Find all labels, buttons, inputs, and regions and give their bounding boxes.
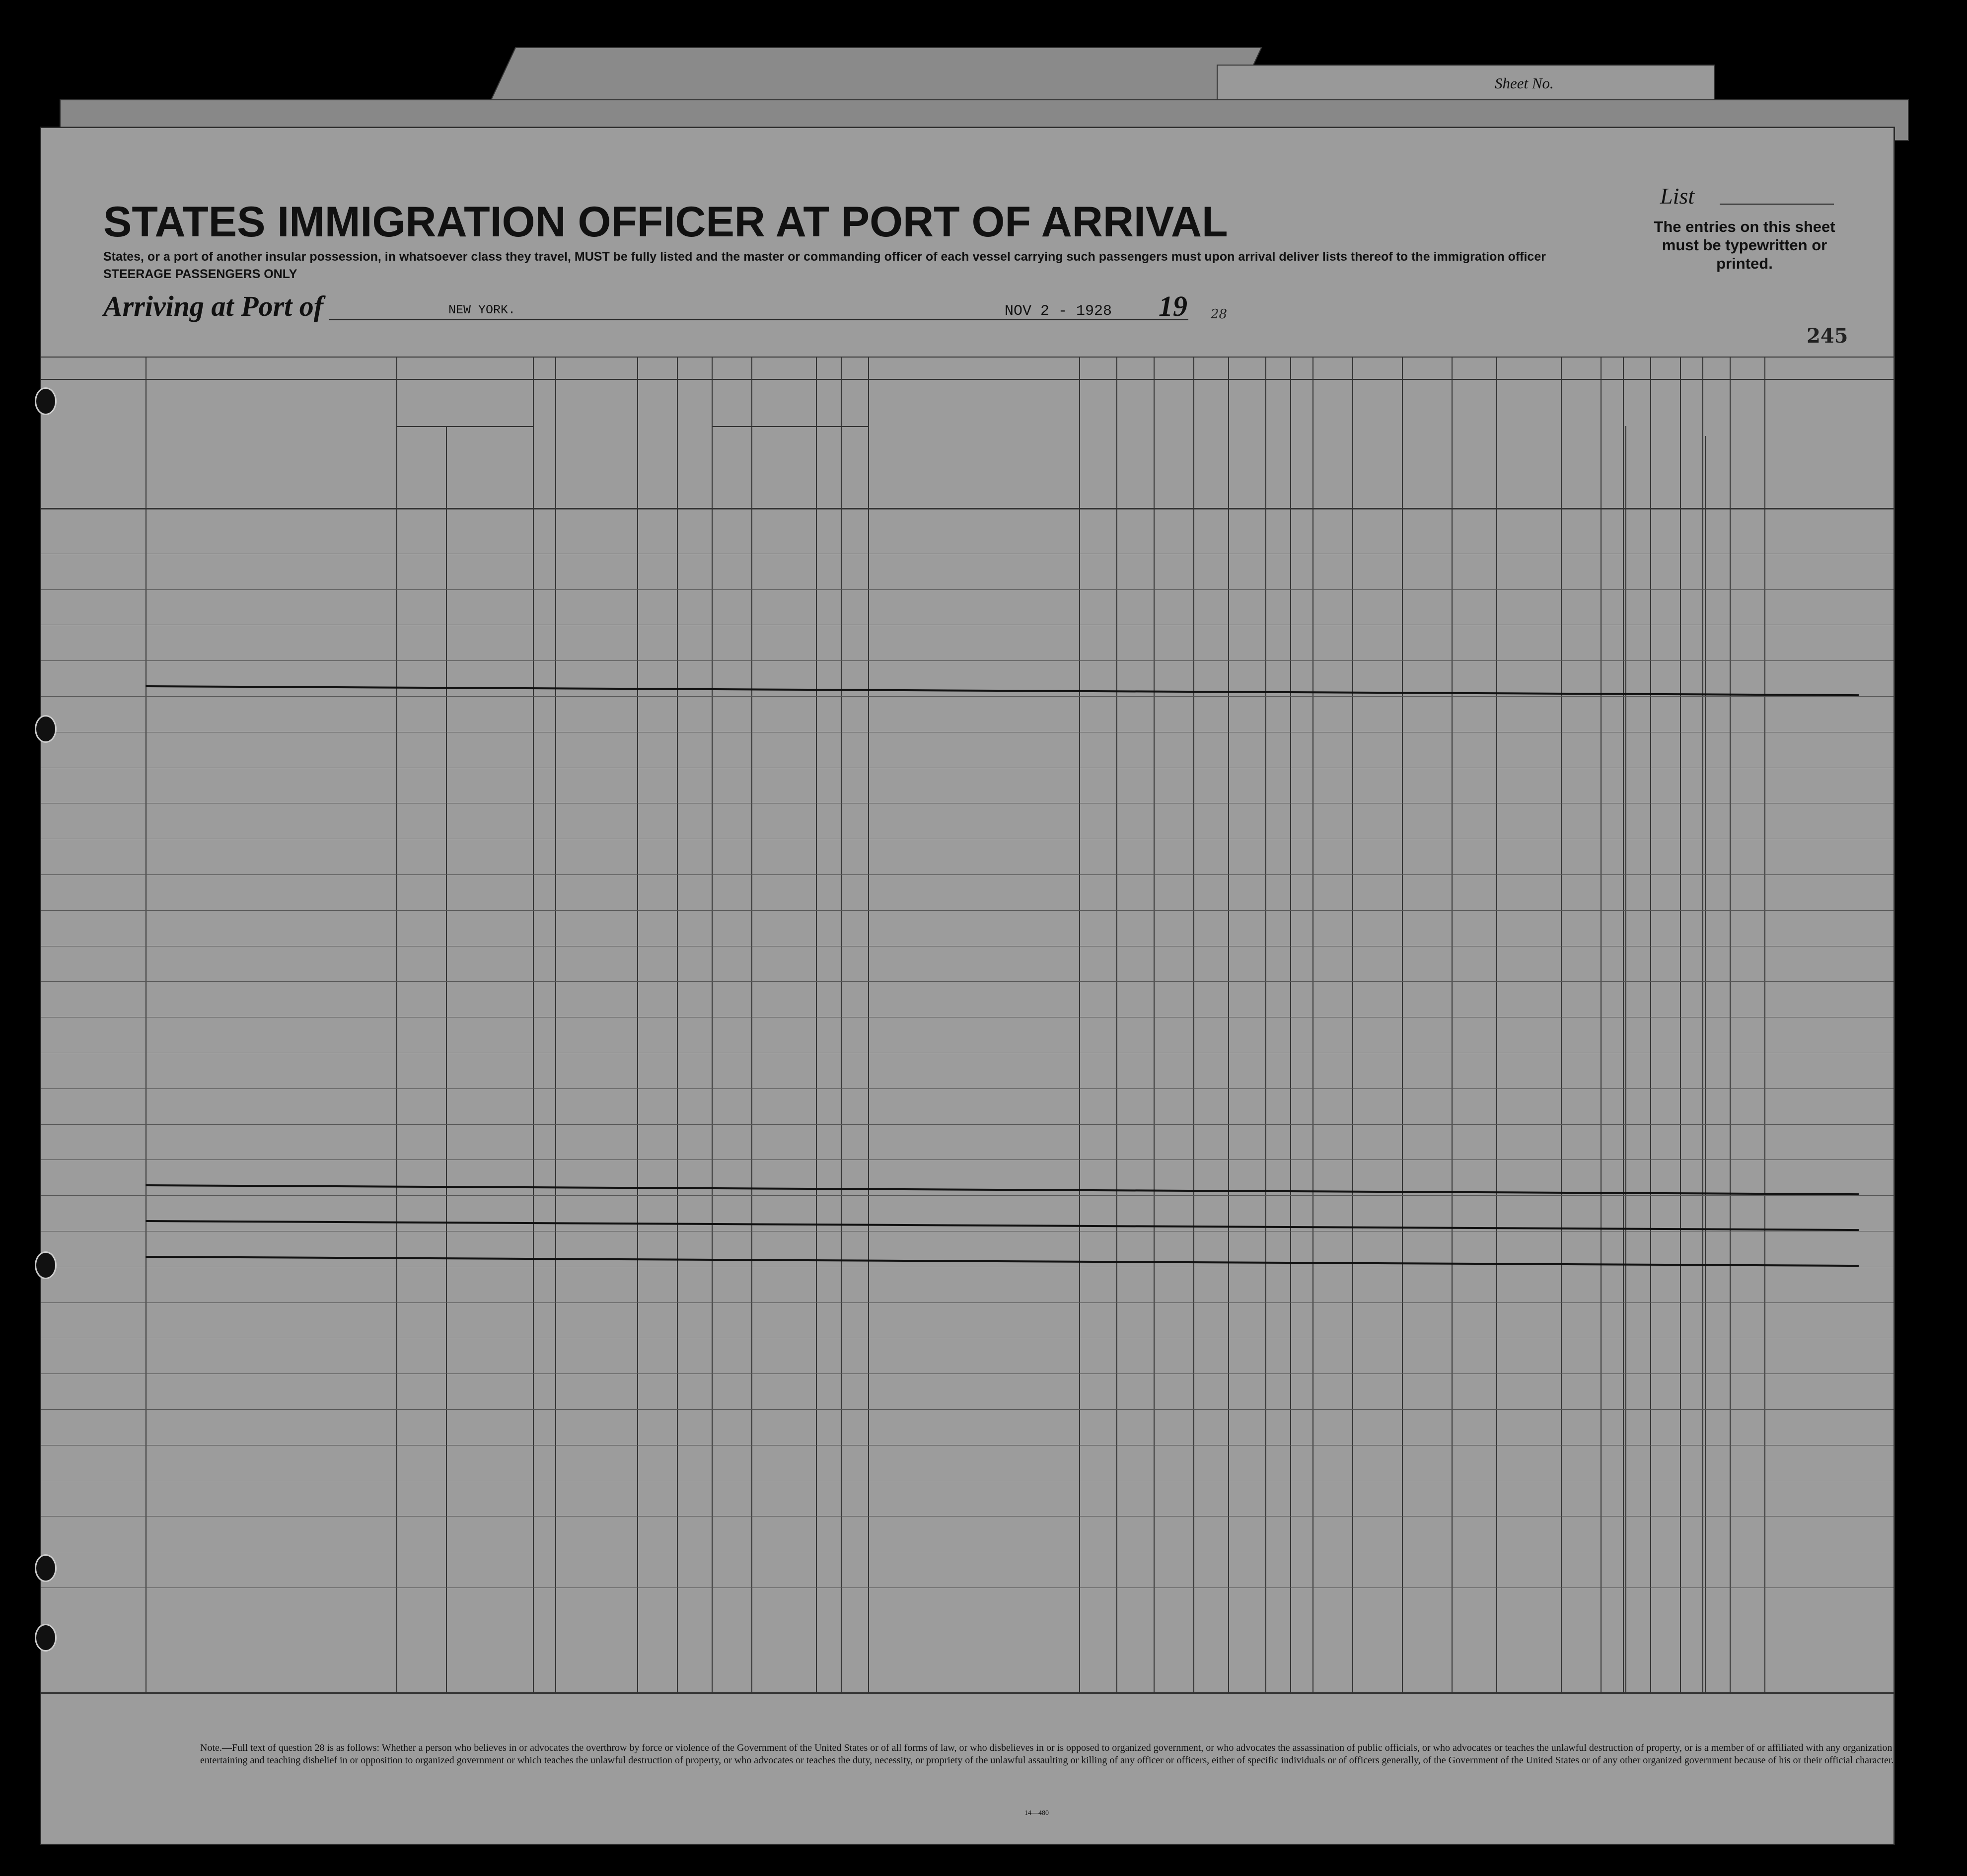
sheet-number-label: Sheet No.	[1495, 74, 1554, 92]
row-rule	[41, 1373, 1894, 1374]
column-rule	[1680, 357, 1681, 1692]
column-rule	[1265, 357, 1266, 1692]
row-rule	[41, 910, 1894, 911]
column-rule	[1352, 357, 1353, 1692]
year-handwritten: 28	[1211, 307, 1228, 322]
strike-through-line	[146, 1184, 1859, 1195]
column-rule	[1650, 357, 1651, 1692]
column-rule	[751, 446, 752, 1692]
column-rule	[555, 357, 556, 1692]
steerage-label: STEERAGE PASSENGERS ONLY	[103, 267, 297, 281]
header-subtitle: States, or a port of another insular possession, in whatsoever class they travel, MUST be fully listed and the master or commanding officer of each vessel carrying such passengers must upon arrival deliver lists thereof to the immigration officer	[103, 250, 1546, 264]
row-rule	[41, 660, 1894, 661]
row-rule	[41, 696, 1894, 697]
year-prefix: 19	[1159, 290, 1187, 322]
header-rule	[41, 357, 1894, 358]
list-label: List	[1660, 183, 1694, 209]
column-rule	[816, 357, 817, 1692]
row-rule	[41, 874, 1894, 875]
column-rule	[868, 357, 869, 1692]
row-rule	[41, 1195, 1894, 1196]
column-rule	[1116, 357, 1117, 1692]
entries-note: The entries on this sheet must be typewritten or printed.	[1654, 218, 1835, 273]
column-rule	[396, 357, 397, 1692]
binder-hole	[35, 1624, 57, 1652]
strike-through-line	[146, 685, 1859, 696]
column-rule	[637, 357, 638, 1692]
column-rule	[712, 357, 713, 1692]
row-rule	[41, 1409, 1894, 1410]
form-number: 14—480	[1024, 1809, 1049, 1817]
row-rule	[41, 1088, 1894, 1089]
column-rule	[533, 357, 534, 1692]
row-rule	[41, 1587, 1894, 1588]
header-rule	[396, 426, 533, 427]
column-rule	[1496, 357, 1497, 1692]
column-rule	[1561, 357, 1562, 1692]
header-rule	[41, 379, 1894, 380]
binder-hole	[35, 1251, 57, 1279]
port-name: NEW YORK.	[448, 303, 516, 317]
manifest-sheet	[40, 127, 1895, 1845]
column-rule	[1623, 357, 1624, 1692]
column-rule	[1702, 357, 1703, 1692]
row-rule	[41, 1124, 1894, 1125]
column-rule	[1764, 357, 1765, 1692]
page-number: 245	[1807, 324, 1848, 348]
binder-hole	[35, 387, 57, 415]
strike-through-line	[146, 1256, 1859, 1267]
column-rule	[1402, 357, 1403, 1692]
header-rule	[712, 426, 868, 427]
column-rule	[677, 357, 678, 1692]
page-title: STATES IMMIGRATION OFFICER AT PORT OF ARRIVAL	[103, 198, 1228, 246]
arriving-label: Arriving at Port of	[103, 290, 324, 322]
column-rule	[446, 426, 447, 1692]
strike-through-line	[146, 1220, 1859, 1231]
column-rule	[1193, 357, 1194, 1692]
binder-hole	[35, 1554, 57, 1582]
arrival-date: NOV 2 - 1928	[1005, 303, 1112, 320]
passenger-table	[41, 128, 1894, 1844]
column-rule	[1154, 357, 1155, 1692]
row-rule	[41, 1159, 1894, 1160]
column-rule	[1228, 357, 1229, 1692]
row-rule	[41, 589, 1894, 590]
column-rule	[1601, 357, 1602, 1692]
column-rule	[1312, 357, 1313, 1692]
column-rule	[841, 357, 842, 1692]
column-rule	[1079, 357, 1080, 1692]
row-rule	[41, 1302, 1894, 1303]
table-bottom-rule	[41, 1692, 1894, 1694]
column-rule	[1730, 357, 1731, 1692]
column-rule	[1290, 357, 1291, 1692]
binder-hole	[35, 715, 57, 743]
header-rule	[41, 508, 1894, 509]
footnote: Note.—Full text of question 28 is as follows: Whether a person who believes in or advocates the overthrow by force or violence of the Government of the United States or of all forms of law, or who disbelieves in or is opposed to organized government, or who advocates the assassination of public officials, or who advocates or teaches the unlawful destruction of property, or is a member of or affiliated with any organization entertaining and teaching disbelief in or opposition to organized government or which teaches the unlawful destruction of property, or who advocates or teaches the duty, necessity, or propriety of the unlawful assaulting or killing of any officer or officers, either of specific individuals or of officers generally, of the Government of the United States or of any other organized government because of his or their official character.	[200, 1742, 1894, 1766]
column-rule	[1452, 357, 1453, 1692]
row-rule	[41, 981, 1894, 982]
column-rule	[1625, 426, 1626, 1692]
